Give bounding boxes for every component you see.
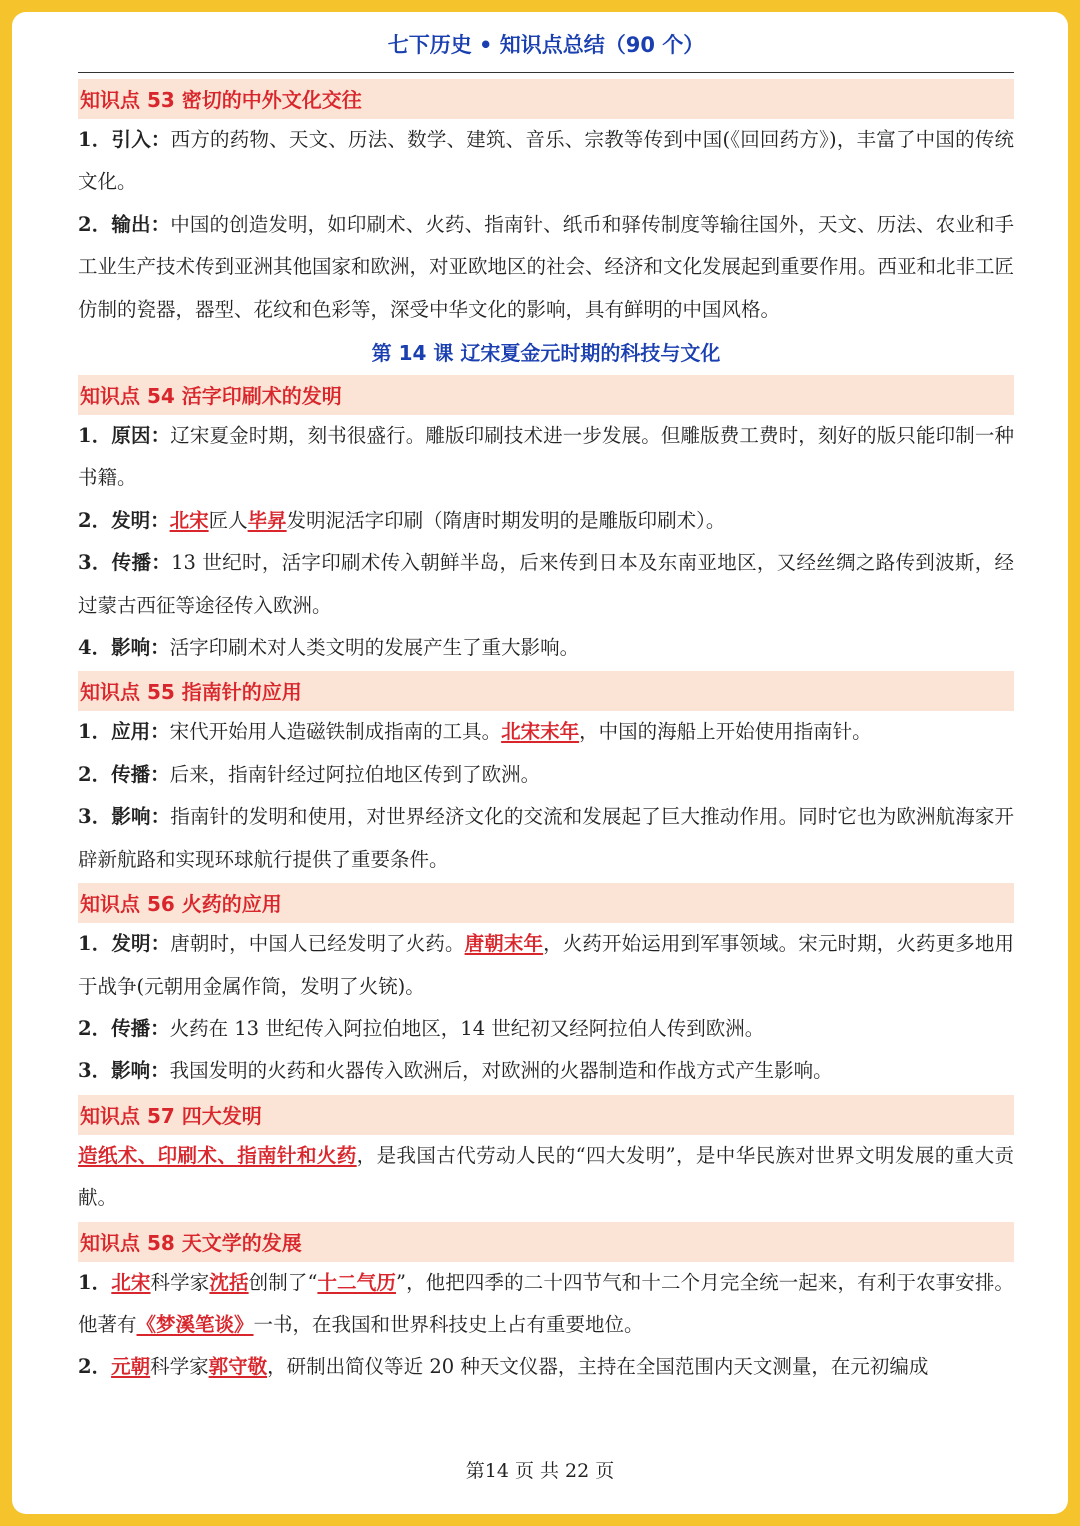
item-text: ”，他把四季的二十四节气和十二个月完全统一起来，有利于农事安排。他著有 [78, 1270, 1014, 1336]
item-text: ，火药开始运用到军事领域。宋元时期，火药更多地用于战争(元朝用金属作筒，发明了火铳)。 [78, 932, 1014, 998]
highlight-term: 十二气历 [317, 1270, 396, 1294]
item-text: ，是我国古代劳动人民的“四大发明”，是中华民族对世界文明发展的重大贡献。 [78, 1143, 1014, 1210]
section-heading-kp56: 知识点 56 火药的应用 [78, 883, 1014, 923]
item-label: 1．应用： [78, 720, 170, 744]
paragraph [78, 627, 1014, 669]
item-label: 3．传播： [78, 551, 172, 575]
highlight-term: 北宋末年 [501, 720, 580, 744]
item-label: 2．传播： [78, 1016, 170, 1040]
item-text: 西方的药物、天文、历法、数学、建筑、音乐、宗教等传到中国(《回回药方》)，丰富了中国的传统文化。 [78, 128, 1014, 194]
paragraph [78, 119, 1014, 204]
item-text: 唐朝时，中国人已经发明了火药。 [170, 932, 465, 956]
section-heading-kp58: 知识点 58 天文学的发展 [78, 1222, 1014, 1262]
item-label: 1．原因： [78, 424, 171, 448]
highlight-term: 北宋 [111, 1270, 151, 1294]
item-label: 1． [78, 1270, 112, 1294]
item-label: 2．传播： [78, 762, 170, 786]
highlight-term: 郭守敬 [208, 1355, 268, 1379]
highlight-term: 《梦溪笔谈》 [136, 1312, 254, 1336]
section-heading-kp55: 知识点 55 指南针的应用 [78, 671, 1014, 711]
paragraph [78, 500, 1014, 542]
paragraph [78, 1050, 1014, 1092]
highlight-term: 北宋 [169, 508, 209, 532]
paragraph [78, 204, 1014, 331]
highlight-term: 唐朝末年 [464, 932, 544, 956]
paragraph [78, 754, 1014, 796]
item-text: ，中国的海船上开始使用指南针。 [579, 720, 872, 744]
item-text: 火药在 13 世纪传入阿拉伯地区，14 世纪初又经阿拉伯人传到欧洲。 [169, 1016, 765, 1040]
highlight-term: 造纸术、印刷术、指南针和火药 [78, 1143, 357, 1167]
item-text: 指南针的发明和使用，对世界经济文化的交流和发展起了巨大推动作用。同时它也为欧洲航海家开辟新航路和实现环球航行提供了重要条件。 [78, 805, 1014, 871]
highlight-term: 元朝 [111, 1355, 151, 1379]
paragraph [78, 1346, 1014, 1388]
item-text: 中国的创造发明，如印刷术、火药、指南针、纸币和驿传制度等输往国外，天文、历法、农业和手工业生产技术传到亚洲其他国家和欧洲，对亚欧地区的社会、经济和文化发展起到重要作用。西亚和北非工匠仿制的瓷器，器型、花纹和色彩等，深受中华文化的影响，具有鲜明的中国风格。 [78, 212, 1015, 321]
item-label: 4．影响： [78, 636, 170, 660]
section-heading-kp53: 知识点 53 密切的中外文化交往 [78, 79, 1014, 119]
paragraph [78, 1135, 1014, 1220]
item-text: 13 世纪时，活字印刷术传入朝鲜半岛，后来传到日本及东南亚地区，又经丝绸之路传到波斯，经过蒙古西征等途径传入欧洲。 [78, 551, 1015, 617]
item-text: 辽宋夏金时期，刻书很盛行。雕版印刷技术进一步发展。但雕版费工费时，刻好的版只能印制一种书籍。 [78, 424, 1014, 490]
item-text: 后来，指南针经过阿拉伯地区传到了欧洲。 [169, 762, 541, 786]
page-content [78, 12, 1014, 1389]
item-label: 1．引入： [78, 128, 171, 151]
item-text: 活字印刷术对人类文明的发展产生了重大影响。 [169, 636, 580, 660]
item-text: 发明泥活字印刷（隋唐时期发明的是雕版印刷术）。 [286, 508, 726, 532]
section-heading-kp57: 知识点 57 四大发明 [78, 1095, 1014, 1135]
lesson-heading: 第 14 课 辽宋夏金元时期的科技与文化 [371, 341, 721, 366]
paragraph [78, 415, 1014, 500]
item-label: 3．影响： [78, 1059, 170, 1083]
item-text: 创制了“ [248, 1270, 318, 1294]
paragraph [78, 923, 1014, 1008]
document-page [12, 12, 1068, 1514]
paragraph [78, 796, 1014, 881]
item-text: 宋代开始用人造磁铁制成指南的工具。 [169, 720, 502, 744]
paragraph [78, 1008, 1014, 1050]
item-label: 1．发明： [78, 932, 171, 956]
item-text: 一书，在我国和世界科技史上占有重要地位。 [253, 1312, 644, 1336]
paragraph [78, 1262, 1014, 1347]
paragraph [78, 542, 1014, 627]
item-text: 我国发明的火药和火器传入欧洲后，对欧洲的火器制造和作战方式产生影响。 [169, 1059, 833, 1083]
item-text: ，研制出简仪等近 20 种天文仪器，主持在全国范围内天文测量，在元初编成 [267, 1355, 929, 1379]
page-title: 七下历史 • 知识点总结（90 个） [78, 12, 1014, 73]
paragraph [78, 711, 1014, 753]
item-text: 匠人 [208, 508, 248, 532]
item-text: 科学家 [150, 1270, 210, 1294]
page-number: 第14 页 共 22 页 [465, 1460, 615, 1482]
item-label: 3．影响： [78, 805, 171, 829]
item-label: 2．发明： [78, 508, 170, 532]
item-label: 2． [78, 1355, 112, 1379]
item-text: 科学家 [150, 1355, 209, 1379]
section-heading-kp54: 知识点 54 活字印刷术的发明 [78, 375, 1014, 415]
highlight-term: 沈括 [209, 1270, 249, 1294]
item-label: 2．输出： [78, 212, 171, 236]
highlight-term: 毕昇 [247, 508, 287, 532]
